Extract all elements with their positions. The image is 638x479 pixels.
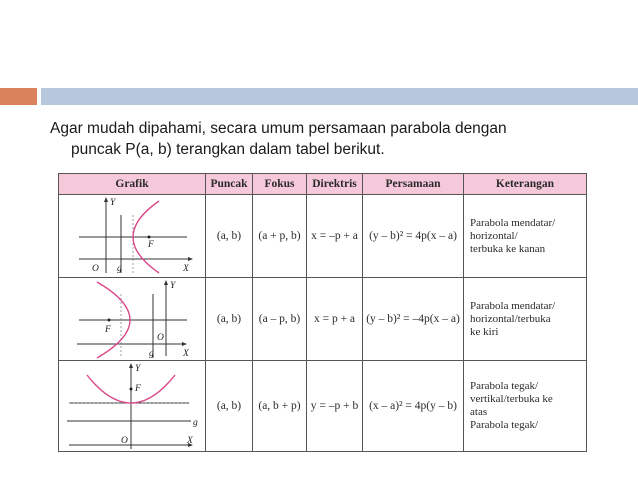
table-row <box>59 195 587 278</box>
cell-fokus: (a + p, b) <box>253 195 307 278</box>
graph-label-f: F <box>148 240 154 250</box>
table-row <box>59 278 587 361</box>
cell-fokus: (a, b + p) <box>253 361 307 452</box>
ket-line: atas <box>470 406 488 418</box>
accent-bar-blue <box>41 88 638 105</box>
graph-cell <box>59 278 206 361</box>
header-persamaan: Persamaan <box>363 174 464 195</box>
graph-label-f: F <box>135 384 141 394</box>
cell-fokus: (a – p, b) <box>253 278 307 361</box>
intro-text <box>50 118 630 160</box>
graph-label-y: Y <box>170 281 176 291</box>
cell-puncak: (a, b) <box>206 278 253 361</box>
graph-label-y: Y <box>110 198 116 208</box>
graph-label-x: X <box>183 264 189 274</box>
parabola-table <box>58 173 587 452</box>
ket-line: horizontal/ <box>470 229 518 242</box>
ket-line: terbuka ke kanan <box>470 242 546 255</box>
ket-line: horizontal/terbuka <box>470 312 551 325</box>
cell-direktris: x = –p + a <box>307 195 363 278</box>
cell-keterangan <box>464 361 587 452</box>
graph-opens-up <box>59 361 205 451</box>
intro-line-2: puncak P(a, b) terangkan dalam tabel berikut. <box>71 141 385 158</box>
intro-line-1: Agar mudah dipahami, secara umum persamaan parabola dengan <box>50 120 507 137</box>
graph-label-x: X <box>187 436 193 446</box>
graph-cell <box>59 361 206 452</box>
header-direktris: Direktris <box>307 174 363 195</box>
ket-line: Parabola tegak/ <box>470 380 539 392</box>
accent-bar-orange <box>0 88 37 105</box>
cell-keterangan <box>464 278 587 361</box>
graph-label-g: g <box>117 264 122 274</box>
graph-label-o: O <box>92 264 99 274</box>
table-header-row <box>59 174 587 195</box>
graph-label-o: O <box>121 436 128 446</box>
cell-persamaan: (y – b)² = 4p(x – a) <box>363 195 464 278</box>
ket-line: vertikal/terbuka ke <box>470 393 553 405</box>
graph-label-g: g <box>193 418 198 428</box>
header-fokus: Fokus <box>253 174 307 195</box>
cell-persamaan: (x – a)² = 4p(y – b) <box>363 361 464 452</box>
ket-line: Parabola mendatar/ <box>470 216 556 229</box>
ket-line: Parabola tegak/ <box>470 419 539 431</box>
header-grafik: Grafik <box>59 174 206 195</box>
table-row <box>59 361 587 452</box>
header-puncak: Puncak <box>206 174 253 195</box>
ket-line: Parabola mendatar/ <box>470 299 556 312</box>
graph-cell <box>59 195 206 278</box>
cell-puncak: (a, b) <box>206 361 253 452</box>
cell-puncak: (a, b) <box>206 195 253 278</box>
cell-persamaan: (y – b)² = –4p(x – a) <box>363 278 464 361</box>
graph-opens-left <box>59 278 205 360</box>
header-keterangan: Keterangan <box>464 174 587 195</box>
cell-keterangan <box>464 195 587 278</box>
cell-direktris: x = p + a <box>307 278 363 361</box>
graph-label-o: O <box>157 333 164 343</box>
cell-direktris: y = –p + b <box>307 361 363 452</box>
graph-label-y: Y <box>135 364 141 374</box>
graph-opens-right <box>59 195 205 277</box>
graph-label-x: X <box>183 349 189 359</box>
graph-label-g: g <box>149 349 154 359</box>
graph-label-f: F <box>105 325 111 335</box>
ket-line: ke kiri <box>470 325 499 338</box>
